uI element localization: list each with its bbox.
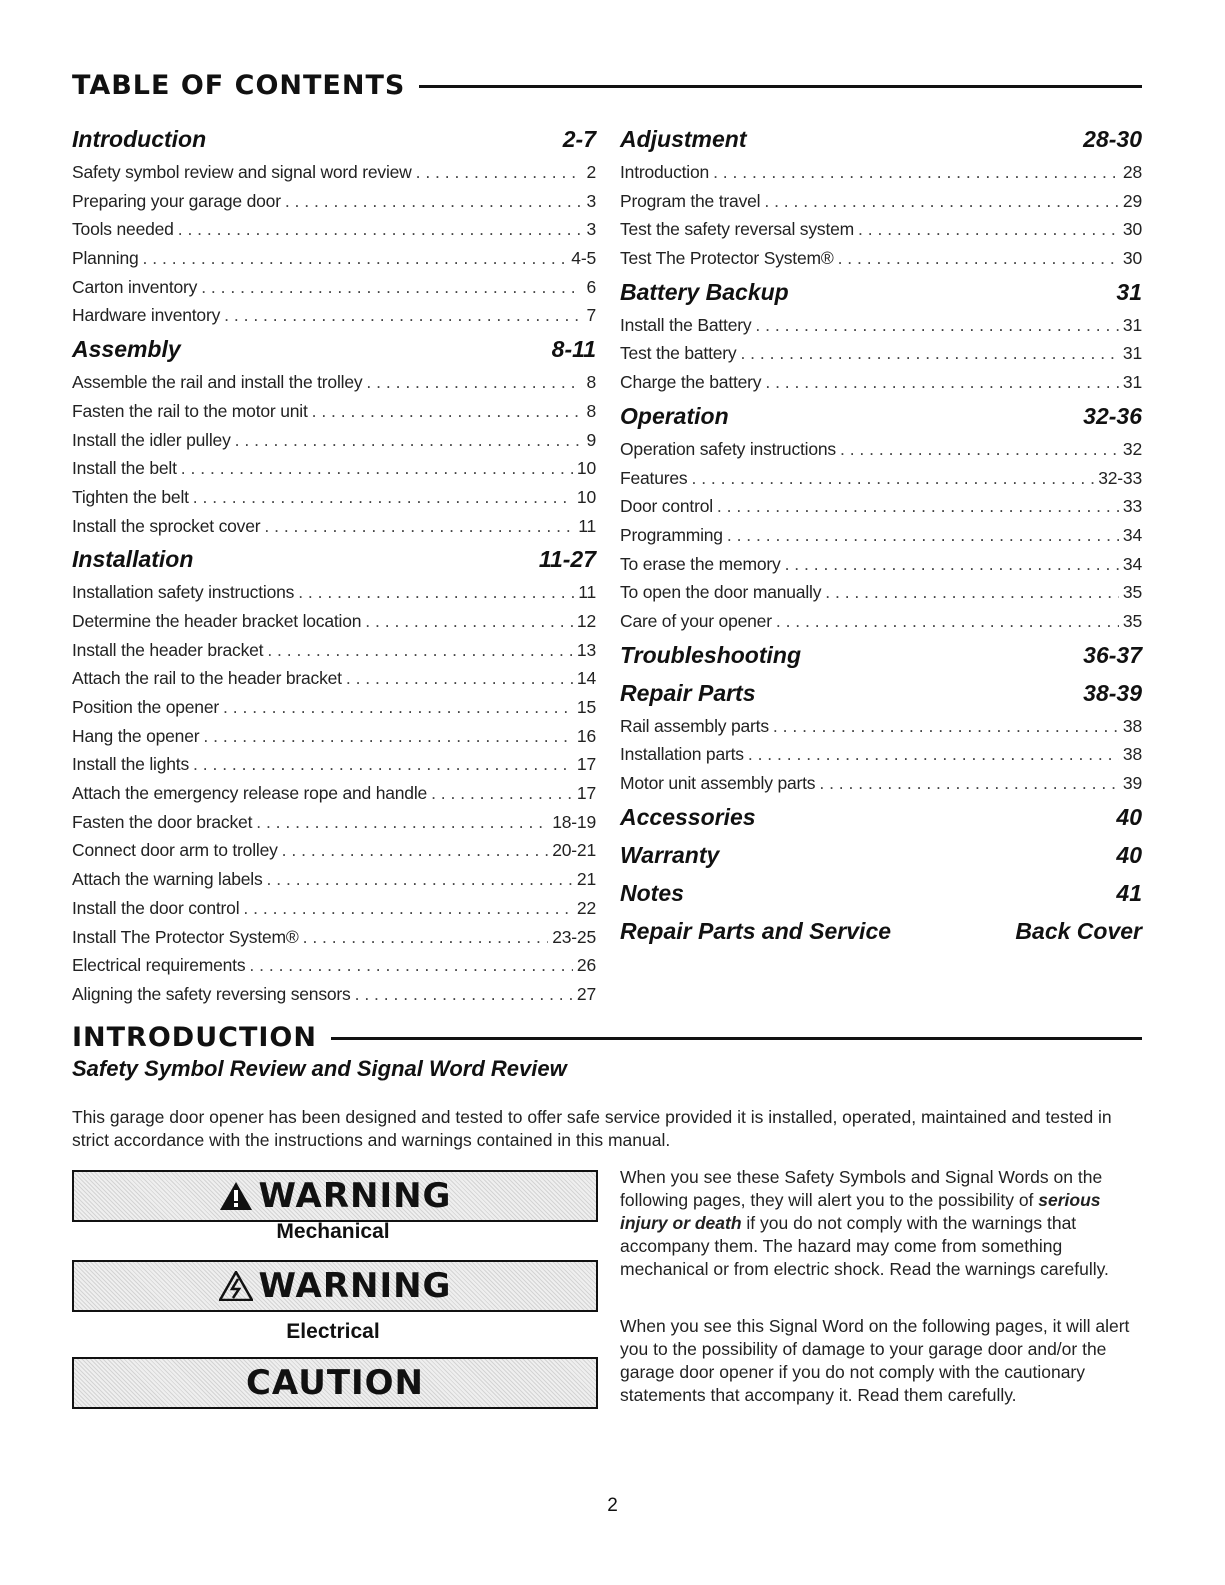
toc-entry-page: 18-19 (552, 811, 596, 832)
toc-section-pages: 2-7 (562, 126, 596, 152)
warning-electrical-box (72, 1260, 598, 1312)
toc-entry-page: 8 (586, 400, 596, 421)
toc-entry-title: Programming (620, 524, 723, 545)
toc-entry-page: 17 (576, 783, 596, 804)
dot-leader (243, 894, 573, 923)
toc-entry-title: Tools needed (72, 219, 174, 240)
warning-explanation (620, 1166, 1142, 1281)
toc-entry (72, 273, 596, 302)
toc-entry (620, 368, 1142, 397)
toc-entry (72, 215, 596, 244)
toc-section-heading (72, 330, 596, 368)
toc-entry-page: 11 (578, 582, 596, 603)
toc-entry (72, 836, 596, 865)
toc-section-heading (72, 540, 596, 578)
dot-leader (765, 368, 1119, 397)
toc-entry-title: Introduction (620, 162, 710, 182)
dot-leader (365, 607, 573, 636)
dot-leader (717, 492, 1119, 521)
toc-entry-page: 17 (576, 754, 596, 775)
toc-entry-page: 21 (576, 869, 596, 890)
toc-entry-title: Install the lights (72, 754, 190, 775)
toc-entry-title: Fasten the rail to the motor unit (72, 400, 308, 421)
toc-entry-page: 10 (576, 486, 596, 507)
toc-section-heading (620, 397, 1142, 435)
dot-leader (143, 244, 568, 273)
toc-entry-title: Attach the emergency release rope and handle (72, 783, 428, 804)
toc-entry (620, 435, 1142, 464)
toc-entry-page: 11 (578, 515, 596, 536)
warning-explanation-emphasis: serious injury or death (620, 1190, 1101, 1233)
toc-entry-title: Determine the header bracket location (72, 610, 362, 631)
dot-leader (178, 215, 583, 244)
toc-entry-title: Connect door arm to trolley (72, 840, 278, 861)
toc-entry-page: 35 (1122, 582, 1142, 603)
toc-entry-page: 12 (576, 610, 596, 631)
toc-section-title: Introduction (72, 126, 207, 152)
toc-entry (72, 158, 596, 187)
dot-leader (366, 368, 582, 397)
dot-leader (285, 187, 583, 216)
toc-section-pages: 11-27 (538, 546, 596, 573)
toc-entry-page: 20-21 (552, 840, 596, 861)
toc-section-title: Accessories (620, 803, 756, 830)
warning-triangle-icon (219, 1181, 253, 1211)
toc-entry (72, 578, 596, 607)
toc-entry-title: Planning (72, 248, 139, 269)
toc-entry-title: Install the Battery (620, 314, 752, 335)
dot-leader (755, 311, 1119, 340)
dot-leader (838, 244, 1119, 273)
toc-entry (72, 187, 596, 216)
dot-leader (312, 397, 583, 426)
toc-section-heading (72, 120, 596, 158)
toc-entry-title: Attach the rail to the header bracket (72, 668, 342, 689)
toc-section-title: Adjustment (620, 126, 747, 152)
toc-entry-title: Operation safety instructions (620, 438, 836, 459)
dot-leader (740, 339, 1118, 368)
toc-entry (620, 187, 1142, 216)
toc-entry-title: Charge the battery (620, 372, 762, 393)
toc-entry-page: 15 (576, 697, 596, 717)
dot-leader (416, 158, 583, 187)
dot-leader (264, 512, 574, 541)
dot-leader (235, 426, 583, 455)
dot-leader (727, 521, 1119, 550)
warning-explanation-part1: When you see these Safety Symbols and Signal Words on the following pages, they will alert you to the possibility of (620, 1167, 1103, 1210)
toc-section-title: Assembly (72, 336, 181, 363)
toc-section-title: Installation (72, 546, 194, 573)
toc-entry (620, 492, 1142, 521)
toc-entry-page: 38 (1122, 715, 1142, 736)
electric-shock-icon (219, 1271, 253, 1301)
toc-entry (72, 980, 596, 1009)
toc-entry (72, 483, 596, 512)
toc-entry-title: Install the belt (72, 458, 177, 479)
toc-section-pages: 41 (1116, 879, 1142, 906)
toc-entry (72, 397, 596, 426)
toc-section-heading (620, 674, 1142, 712)
toc-section-pages: 36-37 (1083, 641, 1142, 668)
toc-entry (620, 550, 1142, 579)
toc-section-pages: 8-11 (551, 336, 596, 363)
toc-entry-page: 28 (1122, 162, 1142, 182)
dot-leader (825, 578, 1119, 607)
toc-entry-title: Preparing your garage door (72, 190, 281, 211)
toc-entry-page: 27 (576, 983, 596, 1004)
toc-entry-page: 13 (576, 639, 596, 660)
toc-entry (620, 311, 1142, 340)
toc-entry-page: 7 (586, 305, 596, 326)
toc-entry-page: 32-33 (1098, 467, 1142, 488)
caution-box (72, 1357, 598, 1409)
toc-entry-page: 31 (1122, 372, 1142, 393)
toc-entry-page: 38 (1122, 744, 1142, 765)
intro-subtitle: Safety Symbol Review and Signal Word Review (72, 1056, 567, 1081)
dot-leader (346, 664, 573, 693)
intro-paragraph: This garage door opener has been designed and tested to offer safe service provided it is installed, operated, maintained and tested in strict accordance with the instructions and warnings contained in this manual. (72, 1107, 1112, 1150)
toc-entry (620, 769, 1142, 798)
toc-entry (72, 808, 596, 837)
dot-leader (282, 836, 549, 865)
toc-left-column (72, 120, 596, 1009)
toc-entry-page: 8 (586, 372, 596, 393)
toc-section-pages: 28-30 (1083, 126, 1142, 152)
dot-leader (249, 951, 573, 980)
caution-label: CAUTION (245, 1363, 425, 1403)
toc-entry-title: Install the idler pulley (72, 429, 231, 450)
toc-entry (620, 607, 1142, 636)
toc-entry-title: Door control (620, 496, 713, 517)
toc-entry (72, 693, 596, 722)
dot-leader (776, 607, 1119, 636)
toc-entry-title: To erase the memory (620, 553, 781, 574)
toc-section-heading (620, 912, 1142, 950)
toc-entry-page: 39 (1122, 773, 1142, 793)
toc-entry-title: Program the travel (620, 190, 761, 211)
toc-section-title: Troubleshooting (620, 641, 802, 668)
toc-entry-title: Assemble the rail and install the trolley (72, 372, 363, 393)
toc-entry (620, 464, 1142, 493)
toc-entry-title: Care of your opener (620, 610, 772, 631)
toc-entry-title: Installation safety instructions (72, 582, 295, 603)
dot-leader (691, 464, 1094, 493)
toc-entry (72, 454, 596, 483)
toc-section-title: Repair Parts (620, 679, 756, 706)
toc-entry-page: 32 (1122, 438, 1142, 459)
toc-entry (620, 339, 1142, 368)
toc-entry-title: Motor unit assembly parts (620, 773, 816, 793)
toc-section-heading (620, 798, 1142, 836)
toc-entry-title: Installation parts (620, 744, 744, 765)
toc-section-heading (620, 874, 1142, 912)
intro-header (72, 1022, 1142, 1053)
toc-entry-title: Tighten the belt (72, 486, 189, 507)
toc-section-title: Repair Parts and Service (620, 917, 892, 944)
toc-entry (72, 951, 596, 980)
toc-section-heading (620, 120, 1142, 158)
toc-entry-title: Install the sprocket cover (72, 515, 261, 536)
toc-entry (620, 521, 1142, 550)
toc-entry-title: Rail assembly parts (620, 715, 769, 736)
dot-leader (355, 980, 573, 1009)
toc-entry-title: Hang the opener (72, 725, 200, 746)
toc-entry (72, 894, 596, 923)
toc-entry (620, 158, 1142, 187)
warning-mechanical-label: WARNING (258, 1176, 452, 1216)
toc-entry-page: 16 (576, 725, 596, 746)
toc-entry (620, 578, 1142, 607)
toc-entry-title: Test The Protector System® (620, 248, 834, 269)
toc-entry-page: 3 (586, 219, 596, 240)
toc-section-pages: 40 (1116, 803, 1142, 830)
dot-leader (298, 578, 574, 607)
toc-section-title: Notes (620, 879, 684, 906)
toc-entry (72, 750, 596, 779)
toc-section-pages: 38-39 (1083, 679, 1142, 706)
dot-leader (223, 693, 573, 722)
warning-explanation-part2: if you do not comply with the warnings that accompany them. The hazard may come from something mechanical or from electric shock. Read the warnings carefully. (620, 1213, 1109, 1279)
toc-entry-title: Position the opener (72, 697, 220, 717)
toc-entry-page: 31 (1122, 314, 1142, 335)
toc-entry-title: Attach the warning labels (72, 869, 263, 890)
dot-leader (224, 301, 582, 330)
toc-right-column (620, 120, 1142, 950)
toc-entry-page: 10 (576, 458, 596, 479)
toc-entry-page: 30 (1122, 219, 1142, 240)
toc-section-heading (620, 636, 1142, 674)
toc-entry-page: 6 (586, 276, 596, 297)
toc-entry-title: Hardware inventory (72, 305, 221, 326)
toc-entry-title: Electrical requirements (72, 955, 246, 976)
dot-leader (819, 769, 1119, 798)
toc-entry-page: 22 (576, 897, 596, 918)
dot-leader (858, 215, 1119, 244)
toc-rule (419, 85, 1142, 88)
dot-leader (303, 923, 549, 952)
toc-entry (620, 712, 1142, 741)
toc-entry-title: Install the header bracket (72, 639, 264, 660)
toc-header (72, 70, 1142, 101)
toc-entry (72, 779, 596, 808)
toc-entry-title: Safety symbol review and signal word review (72, 162, 412, 182)
dot-leader (181, 454, 573, 483)
toc-entry-title: To open the door manually (620, 582, 822, 603)
toc-entry (620, 215, 1142, 244)
toc-entry-page: 23-25 (552, 926, 596, 947)
toc-entry (72, 722, 596, 751)
toc-entry-page: 29 (1122, 190, 1142, 211)
toc-entry-page: 26 (576, 955, 596, 976)
toc-entry (72, 368, 596, 397)
toc-entry (72, 865, 596, 894)
toc-section-heading (620, 836, 1142, 874)
toc-entry-page: 14 (576, 668, 596, 689)
dot-leader (201, 273, 582, 302)
dot-leader (193, 750, 573, 779)
toc-section-title: Operation (620, 402, 729, 429)
toc-entry (72, 607, 596, 636)
dot-leader (713, 158, 1119, 187)
dot-leader (764, 187, 1119, 216)
toc-entry (72, 664, 596, 693)
toc-entry-title: Aligning the safety reversing sensors (72, 983, 351, 1004)
dot-leader (267, 865, 573, 894)
toc-entry (72, 301, 596, 330)
toc-section-title: Battery Backup (620, 278, 789, 305)
toc-entry-title: Install The Protector System® (72, 926, 299, 947)
page-number: 2 (607, 1495, 618, 1516)
dot-leader (773, 712, 1119, 741)
dot-leader (203, 722, 573, 751)
intro-title: INTRODUCTION (72, 1022, 317, 1053)
toc-section-pages: Back Cover (1015, 917, 1142, 944)
toc-entry (72, 512, 596, 541)
toc-entry-page: 9 (586, 429, 596, 450)
toc-entry-page: 34 (1122, 524, 1142, 545)
toc-entry-page: 4-5 (571, 248, 596, 269)
toc-entry-title: Fasten the door bracket (72, 811, 253, 832)
caution-explanation: When you see this Signal Word on the following pages, it will alert you to the possibility of damage to your garage door and/or the garage door opener if you do not comply with the cautionary statements that accompany it. Read them carefully. (620, 1316, 1130, 1405)
warning-mechanical-caption: Mechanical (276, 1220, 390, 1243)
toc-entry (72, 244, 596, 273)
toc-entry (620, 740, 1142, 769)
toc-entry-title: Install the door control (72, 897, 240, 918)
toc-entry (72, 426, 596, 455)
dot-leader (785, 550, 1119, 579)
warning-electrical-caption: Electrical (286, 1320, 380, 1343)
toc-section-pages: 32-36 (1083, 402, 1142, 429)
toc-entry-page: 30 (1122, 248, 1142, 269)
toc-section-pages: 31 (1116, 278, 1142, 305)
warning-mechanical-box (72, 1170, 598, 1222)
toc-entry-page: 2 (586, 162, 596, 182)
toc-entry-page: 35 (1122, 610, 1142, 631)
toc-entry-page: 31 (1122, 343, 1142, 364)
toc-entry-page: 33 (1122, 496, 1142, 517)
toc-entry-title: Test the safety reversal system (620, 219, 855, 240)
warning-electrical-label: WARNING (258, 1266, 452, 1306)
dot-leader (748, 740, 1119, 769)
toc-section-heading (620, 273, 1142, 311)
toc-section-pages: 40 (1116, 841, 1142, 868)
intro-rule (331, 1037, 1142, 1040)
dot-leader (840, 435, 1119, 464)
dot-leader (256, 808, 548, 837)
dot-leader (431, 779, 573, 808)
toc-title: TABLE OF CONTENTS (72, 70, 406, 101)
toc-entry-title: Test the battery (620, 343, 737, 364)
toc-entry (72, 923, 596, 952)
toc-entry-page: 3 (586, 190, 596, 211)
toc-section-title: Warranty (620, 841, 720, 868)
toc-entry-page: 34 (1122, 553, 1142, 574)
dot-leader (193, 483, 573, 512)
toc-entry (72, 636, 596, 665)
toc-entry (620, 244, 1142, 273)
toc-entry-title: Features (620, 467, 688, 488)
dot-leader (267, 636, 573, 665)
toc-entry-title: Carton inventory (72, 276, 198, 297)
